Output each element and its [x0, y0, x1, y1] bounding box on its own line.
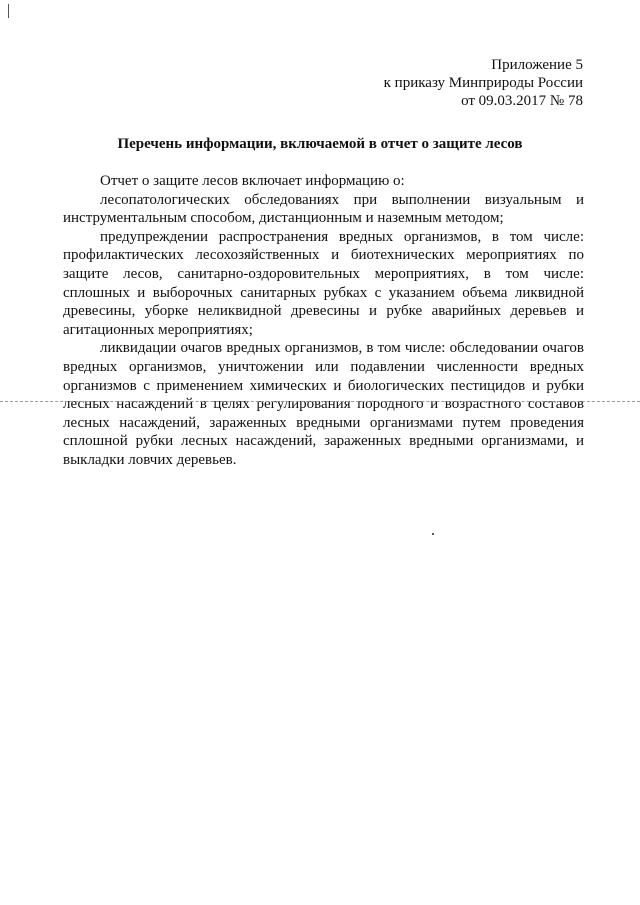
paragraph-elimination: ликвидации очагов вредных организмов, в том числе: обследовании очагов вредных организмов, уничтожении или подавлении численности вредных организмов с применением химических и биологических пестицидов и рубки лесных насаждений в целях регулирования породного и возрастного составов лесных насаждений, зараженных вредными организмами путем проведения сплошной рубки лесных насаждений, зараженных вредными организмами, и выкладки ловчих деревьев.: [63, 340, 584, 468]
order-reference: к приказу Минприроды России: [383, 75, 583, 91]
scan-mark: [8, 4, 9, 18]
paragraph-prevention: предупреждении распространения вредных организмов, в том числе: профилактических лесохозяйственных и биотехнических мероприятиях по защите лесов, санитарно-оздоровительных мероприятиях, в том числе: сплошных и выборочных санитарных рубках с указанием объема ликвидной древесины, уборке неликвидной древесины и рубке аварийных деревьев и агитационных мероприятиях;: [63, 228, 584, 338]
appendix-number: Приложение 5: [491, 57, 583, 73]
scan-artifact-dot: [432, 533, 434, 535]
order-date: от 09.03.2017 № 78: [461, 93, 583, 109]
document-body: [63, 172, 584, 470]
scan-artifact-line: [0, 401, 640, 402]
document-title: Перечень информации, включаемой в отчет о защите лесов: [117, 136, 523, 152]
paragraph-surveys: лесопатологических обследованиях при выполнении визуальным и инструментальным способом, дистанционным и наземным методом;: [63, 191, 584, 227]
intro-paragraph: Отчет о защите лесов включает информацию о:: [100, 173, 405, 189]
appendix-header: [384, 56, 583, 110]
